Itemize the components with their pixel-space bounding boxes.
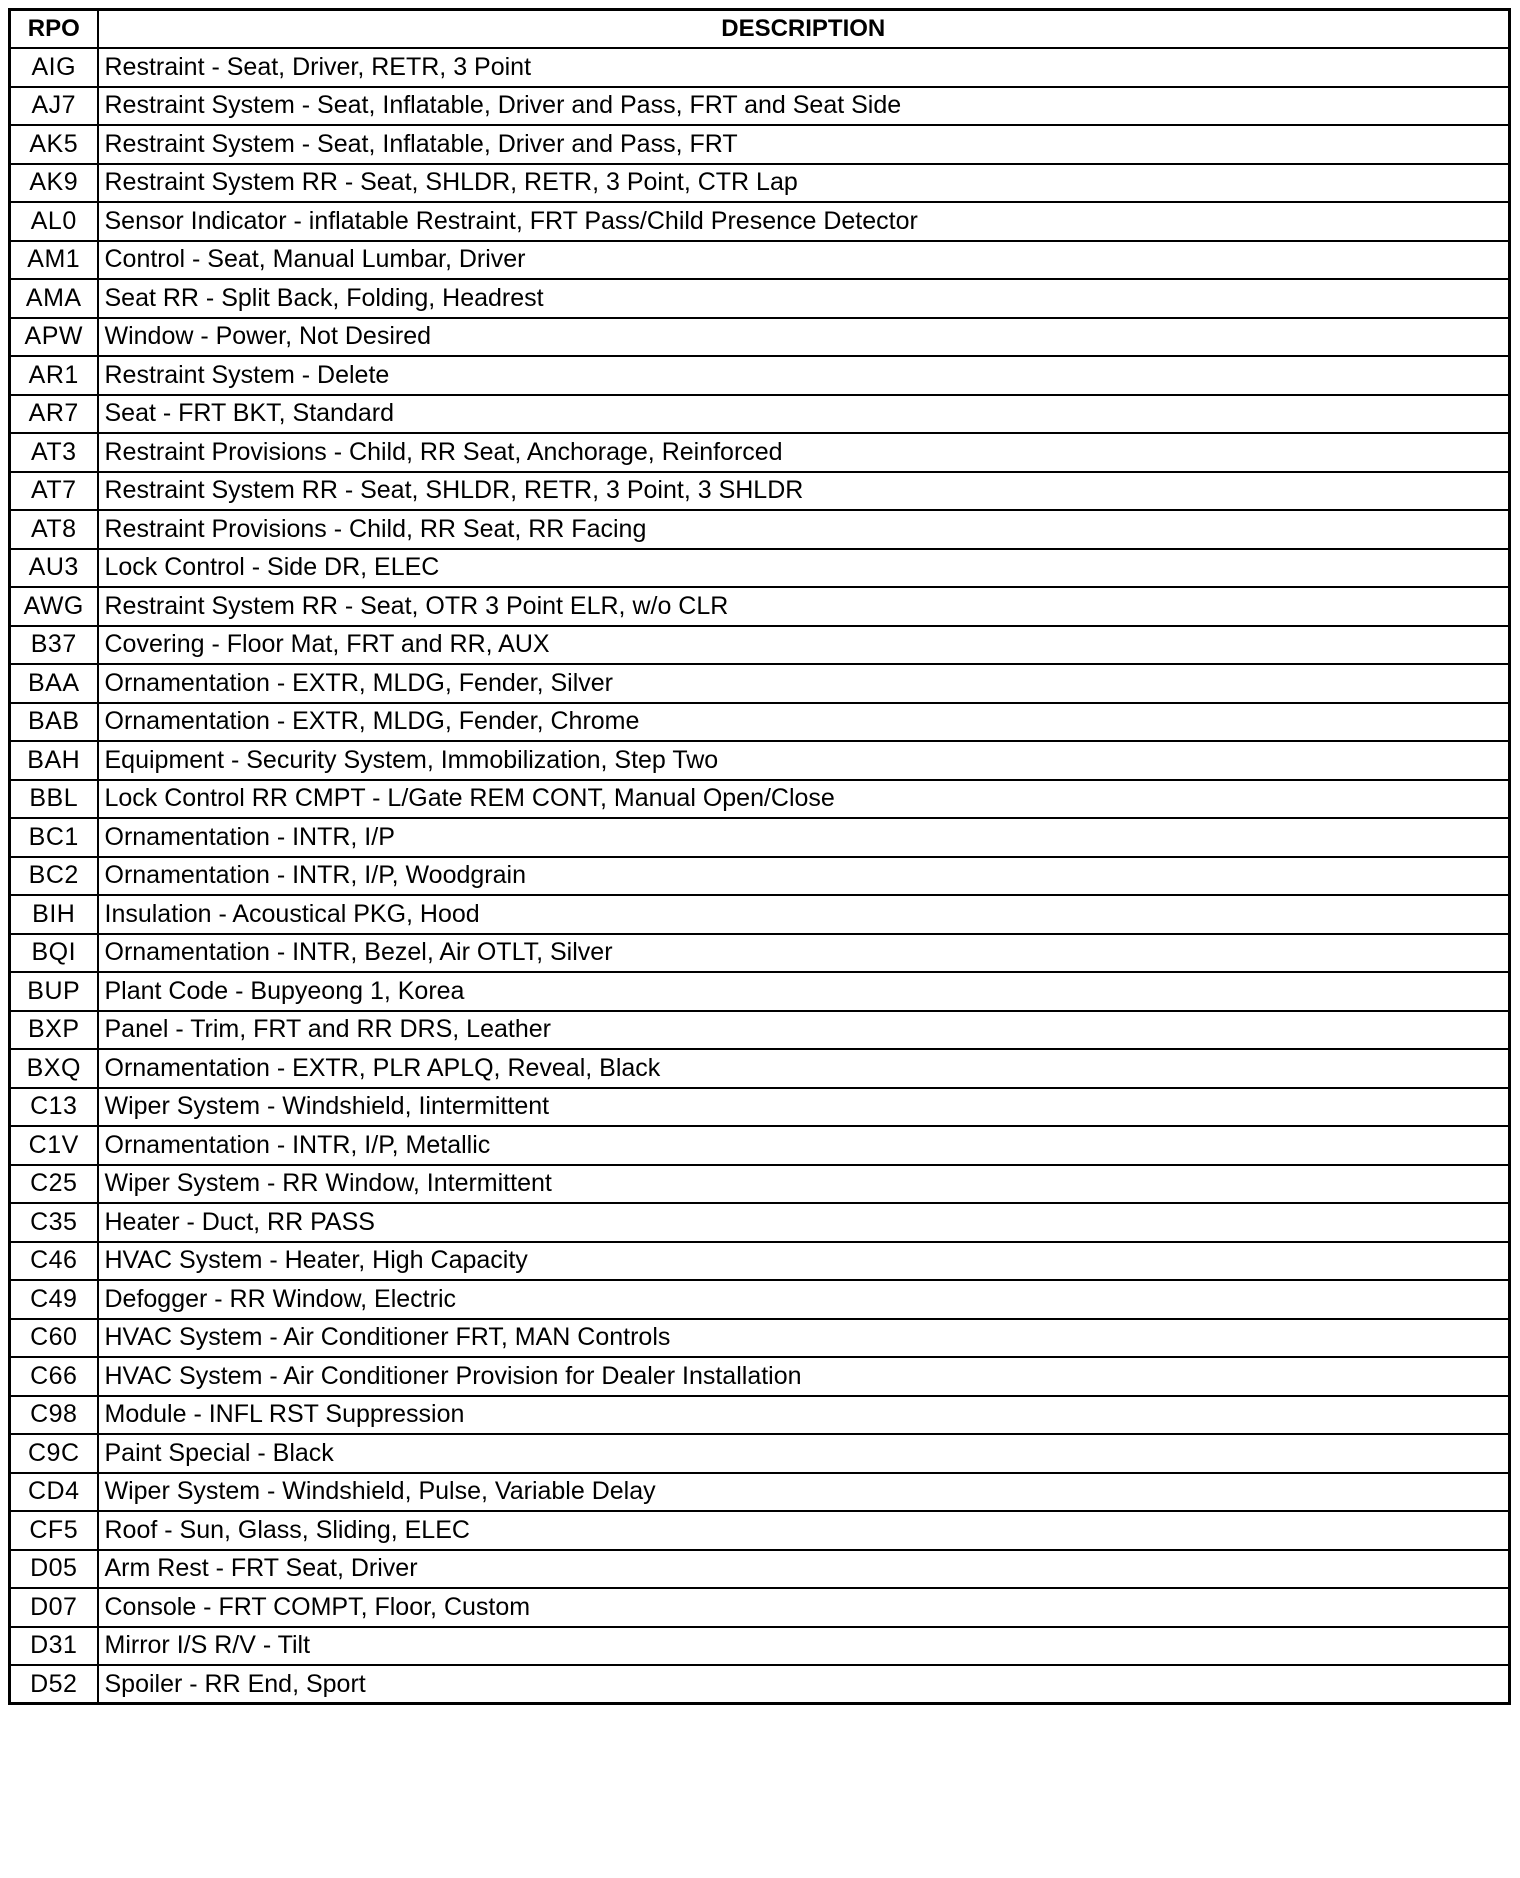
rpo-code-cell: AM1 xyxy=(10,241,98,280)
description-cell: Window - Power, Not Desired xyxy=(98,318,1510,357)
table-row xyxy=(10,664,1510,703)
rpo-code-cell: C98 xyxy=(10,1396,98,1435)
description-cell: Defogger - RR Window, Electric xyxy=(98,1280,1510,1319)
rpo-code-cell: BC2 xyxy=(10,857,98,896)
rpo-code-cell: BAH xyxy=(10,741,98,780)
description-cell: HVAC System - Air Conditioner Provision for Dealer Installation xyxy=(98,1357,1510,1396)
table-row xyxy=(10,741,1510,780)
table-row xyxy=(10,1588,1510,1627)
table-row xyxy=(10,972,1510,1011)
description-cell: Covering - Floor Mat, FRT and RR, AUX xyxy=(98,626,1510,665)
rpo-code-cell: D52 xyxy=(10,1665,98,1704)
description-cell: Wiper System - Windshield, Iintermittent xyxy=(98,1088,1510,1127)
table-row xyxy=(10,1357,1510,1396)
table-row xyxy=(10,48,1510,87)
description-cell: Mirror I/S R/V - Tilt xyxy=(98,1627,1510,1666)
rpo-code-cell: C13 xyxy=(10,1088,98,1127)
description-cell: Paint Special - Black xyxy=(98,1434,1510,1473)
table-row xyxy=(10,1396,1510,1435)
table-row xyxy=(10,202,1510,241)
rpo-code-cell: BQI xyxy=(10,934,98,973)
rpo-code-cell: C66 xyxy=(10,1357,98,1396)
table-row xyxy=(10,1665,1510,1704)
rpo-code-cell: CD4 xyxy=(10,1473,98,1512)
table-row xyxy=(10,241,1510,280)
description-cell: Sensor Indicator - inflatable Restraint, FRT Pass/Child Presence Detector xyxy=(98,202,1510,241)
table-row xyxy=(10,1473,1510,1512)
description-cell: Console - FRT COMPT, Floor, Custom xyxy=(98,1588,1510,1627)
table-row xyxy=(10,1434,1510,1473)
description-cell: Ornamentation - EXTR, PLR APLQ, Reveal, Black xyxy=(98,1049,1510,1088)
rpo-code-cell: C35 xyxy=(10,1203,98,1242)
description-cell: HVAC System - Air Conditioner FRT, MAN Controls xyxy=(98,1319,1510,1358)
rpo-code-cell: C25 xyxy=(10,1165,98,1204)
rpo-code-cell: BIH xyxy=(10,895,98,934)
table-row xyxy=(10,1088,1510,1127)
rpo-code-cell: BBL xyxy=(10,780,98,819)
description-cell: Restraint System RR - Seat, SHLDR, RETR, 3 Point, CTR Lap xyxy=(98,164,1510,203)
rpo-code-cell: APW xyxy=(10,318,98,357)
rpo-code-cell: AK5 xyxy=(10,125,98,164)
rpo-code-cell: BXQ xyxy=(10,1049,98,1088)
rpo-code-cell: C49 xyxy=(10,1280,98,1319)
table-body xyxy=(10,48,1510,1704)
rpo-code-cell: C60 xyxy=(10,1319,98,1358)
description-cell: HVAC System - Heater, High Capacity xyxy=(98,1242,1510,1281)
description-cell: Lock Control RR CMPT - L/Gate REM CONT, Manual Open/Close xyxy=(98,780,1510,819)
table-row xyxy=(10,1203,1510,1242)
rpo-code-cell: BUP xyxy=(10,972,98,1011)
table-row xyxy=(10,1165,1510,1204)
description-cell: Equipment - Security System, Immobilization, Step Two xyxy=(98,741,1510,780)
rpo-table xyxy=(8,8,1511,1705)
rpo-code-cell: C46 xyxy=(10,1242,98,1281)
rpo-code-cell: AL0 xyxy=(10,202,98,241)
description-cell: Wiper System - RR Window, Intermittent xyxy=(98,1165,1510,1204)
table-row xyxy=(10,356,1510,395)
rpo-code-cell: AU3 xyxy=(10,549,98,588)
rpo-code-cell: BC1 xyxy=(10,818,98,857)
rpo-code-cell: D05 xyxy=(10,1550,98,1589)
rpo-code-cell: AT3 xyxy=(10,433,98,472)
description-cell: Seat - FRT BKT, Standard xyxy=(98,395,1510,434)
description-cell: Seat RR - Split Back, Folding, Headrest xyxy=(98,279,1510,318)
rpo-code-cell: C1V xyxy=(10,1126,98,1165)
description-cell: Ornamentation - INTR, I/P, Metallic xyxy=(98,1126,1510,1165)
description-cell: Lock Control - Side DR, ELEC xyxy=(98,549,1510,588)
rpo-code-cell: AR1 xyxy=(10,356,98,395)
description-cell: Restraint Provisions - Child, RR Seat, RR Facing xyxy=(98,510,1510,549)
table-row xyxy=(10,1126,1510,1165)
rpo-code-cell: BAB xyxy=(10,703,98,742)
table-row xyxy=(10,510,1510,549)
description-cell: Ornamentation - EXTR, MLDG, Fender, Silver xyxy=(98,664,1510,703)
table-row xyxy=(10,87,1510,126)
rpo-code-cell: AIG xyxy=(10,48,98,87)
rpo-code-cell: AT8 xyxy=(10,510,98,549)
table-row xyxy=(10,626,1510,665)
rpo-code-cell: B37 xyxy=(10,626,98,665)
description-cell: Restraint System - Seat, Inflatable, Driver and Pass, FRT and Seat Side xyxy=(98,87,1510,126)
table-row xyxy=(10,1280,1510,1319)
table-row xyxy=(10,934,1510,973)
description-cell: Wiper System - Windshield, Pulse, Variable Delay xyxy=(98,1473,1510,1512)
description-cell: Arm Rest - FRT Seat, Driver xyxy=(98,1550,1510,1589)
rpo-code-cell: AJ7 xyxy=(10,87,98,126)
rpo-column-header: RPO xyxy=(10,10,98,49)
rpo-code-cell: AK9 xyxy=(10,164,98,203)
table-row xyxy=(10,895,1510,934)
table-row xyxy=(10,279,1510,318)
table-row xyxy=(10,1011,1510,1050)
description-cell: Restraint System - Seat, Inflatable, Driver and Pass, FRT xyxy=(98,125,1510,164)
description-cell: Ornamentation - INTR, I/P, Woodgrain xyxy=(98,857,1510,896)
description-cell: Panel - Trim, FRT and RR DRS, Leather xyxy=(98,1011,1510,1050)
table-row xyxy=(10,587,1510,626)
rpo-code-cell: BAA xyxy=(10,664,98,703)
table-row xyxy=(10,125,1510,164)
table-row xyxy=(10,1049,1510,1088)
table-row xyxy=(10,1550,1510,1589)
description-cell: Restraint System RR - Seat, OTR 3 Point ELR, w/o CLR xyxy=(98,587,1510,626)
table-row xyxy=(10,1242,1510,1281)
description-cell: Ornamentation - EXTR, MLDG, Fender, Chrome xyxy=(98,703,1510,742)
description-cell: Insulation - Acoustical PKG, Hood xyxy=(98,895,1510,934)
table-row xyxy=(10,818,1510,857)
table-row xyxy=(10,395,1510,434)
description-cell: Ornamentation - INTR, Bezel, Air OTLT, Silver xyxy=(98,934,1510,973)
table-row xyxy=(10,703,1510,742)
description-cell: Restraint - Seat, Driver, RETR, 3 Point xyxy=(98,48,1510,87)
rpo-code-cell: D07 xyxy=(10,1588,98,1627)
table-row xyxy=(10,164,1510,203)
description-cell: Heater - Duct, RR PASS xyxy=(98,1203,1510,1242)
table-row xyxy=(10,1511,1510,1550)
rpo-code-cell: AT7 xyxy=(10,472,98,511)
description-column-header: DESCRIPTION xyxy=(98,10,1510,49)
table-row xyxy=(10,433,1510,472)
table-row xyxy=(10,472,1510,511)
description-cell: Module - INFL RST Suppression xyxy=(98,1396,1510,1435)
description-cell: Control - Seat, Manual Lumbar, Driver xyxy=(98,241,1510,280)
description-cell: Ornamentation - INTR, I/P xyxy=(98,818,1510,857)
description-cell: Spoiler - RR End, Sport xyxy=(98,1665,1510,1704)
description-cell: Roof - Sun, Glass, Sliding, ELEC xyxy=(98,1511,1510,1550)
table-row xyxy=(10,549,1510,588)
rpo-code-cell: BXP xyxy=(10,1011,98,1050)
rpo-code-cell: CF5 xyxy=(10,1511,98,1550)
rpo-code-cell: C9C xyxy=(10,1434,98,1473)
header-row xyxy=(10,10,1510,49)
table-row xyxy=(10,318,1510,357)
description-cell: Plant Code - Bupyeong 1, Korea xyxy=(98,972,1510,1011)
description-cell: Restraint Provisions - Child, RR Seat, Anchorage, Reinforced xyxy=(98,433,1510,472)
description-cell: Restraint System - Delete xyxy=(98,356,1510,395)
table-row xyxy=(10,1627,1510,1666)
description-cell: Restraint System RR - Seat, SHLDR, RETR, 3 Point, 3 SHLDR xyxy=(98,472,1510,511)
table-row xyxy=(10,780,1510,819)
rpo-code-cell: AR7 xyxy=(10,395,98,434)
rpo-code-cell: AMA xyxy=(10,279,98,318)
rpo-code-cell: D31 xyxy=(10,1627,98,1666)
rpo-code-cell: AWG xyxy=(10,587,98,626)
table-row xyxy=(10,1319,1510,1358)
table-row xyxy=(10,857,1510,896)
